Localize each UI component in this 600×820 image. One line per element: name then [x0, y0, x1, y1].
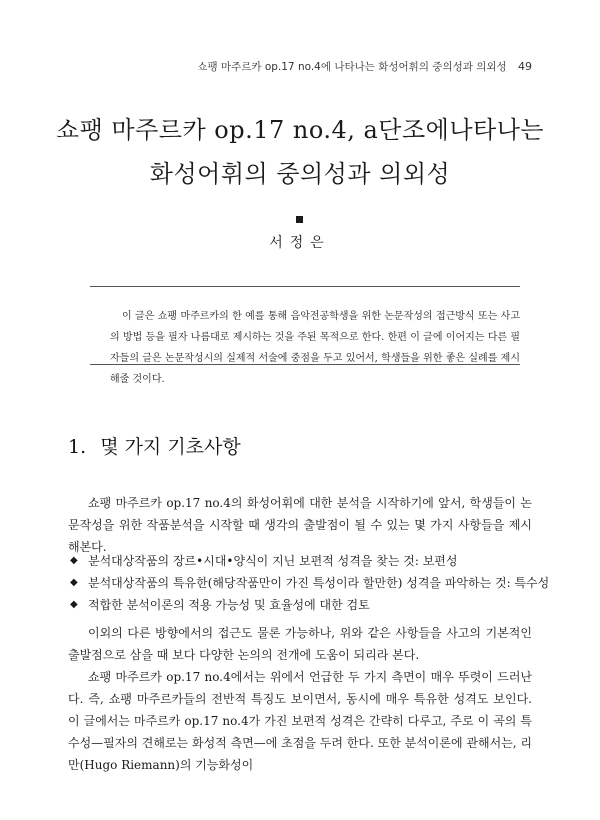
paragraph-1: 쇼팽 마주르카 op.17 no.4의 화성어휘에 대한 분석을 시작하기에 앞서, 학생들이 논문작성을 위한 작품분석을 시작할 때 생각의 출발점이 될 수 있는 몇 가지 사항들을 제시해본다.: [68, 496, 532, 554]
section-title: 몇 가지 기초사항: [100, 436, 241, 458]
paragraph-2-block: [68, 622, 532, 666]
list-item: [68, 550, 532, 572]
article-title-line-1: 쇼팽 마주르카 op.17 no.4, a단조에나타나는: [55, 116, 545, 144]
list-item: [68, 572, 550, 594]
paragraph-3-block: [68, 666, 532, 776]
article-title: [0, 108, 600, 196]
abstract-bottom-rule: [90, 364, 520, 365]
section-heading: [68, 432, 241, 459]
list-item-text: 분석대상작품의 장르•시대•양식이 지닌 보편적 성격을 찾는 것: 보편성: [88, 554, 458, 568]
paragraph-3: 쇼팽 마주르카 op.17 no.4에서는 위에서 언급한 두 가지 측면이 매우 뚜렷이 드러난다. 즉, 쇼팽 마주르카들의 전반적 특징도 보이면서, 동시에 매우 특유한 성격도 보인다. 이 글에서는 마주르카 op.17 no.4가 가진 보편적 성격은 간략히 다루고, 주로 이 곡의 특수성—필자의 견해로는 화성적 측면—에 초점을 두려 한다. 또한 분석이론에 관해서는, 리만(Hugo Riemann)의 기능화성이: [68, 670, 532, 772]
list-item: [68, 594, 532, 616]
paragraph-2: 이외의 다른 방향에서의 접근도 물론 가능하나, 위와 같은 사항들을 사고의 기본적인 출발점으로 삼을 때 보다 다양한 논의의 전개에 도움이 되리라 본다.: [68, 626, 532, 662]
diamond-bullet-icon: ◆: [70, 577, 78, 588]
list-item-text: 적합한 분석이론의 적용 가능성 및 효율성에 대한 검토: [88, 598, 370, 612]
paragraph-1-block: [68, 492, 532, 558]
article-title-line-2: 화성어휘의 중의성과 의외성: [149, 160, 451, 188]
bullet-list: [68, 550, 550, 616]
abstract-top-rule: [90, 286, 520, 287]
abstract: 이 글은 쇼팽 마주르카의 한 예를 통해 음악전공학생을 위한 논문작성의 접근방식 또는 사고의 방법 등을 필자 나름대로 제시하는 것을 주된 목적으로 한다. 한편 이 글에 이어지는 다른 필자들의 글은 논문작성시의 실제적 서술에 중점을 두고 있어서, 학생들을 위한 좋은 실례를 제시해줄 것이다.: [110, 311, 520, 385]
running-title: 쇼팽 마주르카 op.17 no.4에 나타나는 화성어휘의 중의성과 의외성: [197, 61, 507, 73]
section-number: 1.: [68, 436, 87, 458]
running-head: [197, 59, 532, 74]
diamond-bullet-icon: ◆: [70, 599, 78, 610]
diamond-bullet-icon: ◆: [70, 555, 78, 566]
title-separator-square: [296, 216, 303, 223]
list-item-text: 분석대상작품의 특유한(해당작품만이 가진 특성이라 할만한) 성격을 파악하는 것: 특수성: [88, 576, 550, 590]
author-name: 서정은: [269, 235, 331, 251]
page-number: 49: [518, 60, 532, 73]
